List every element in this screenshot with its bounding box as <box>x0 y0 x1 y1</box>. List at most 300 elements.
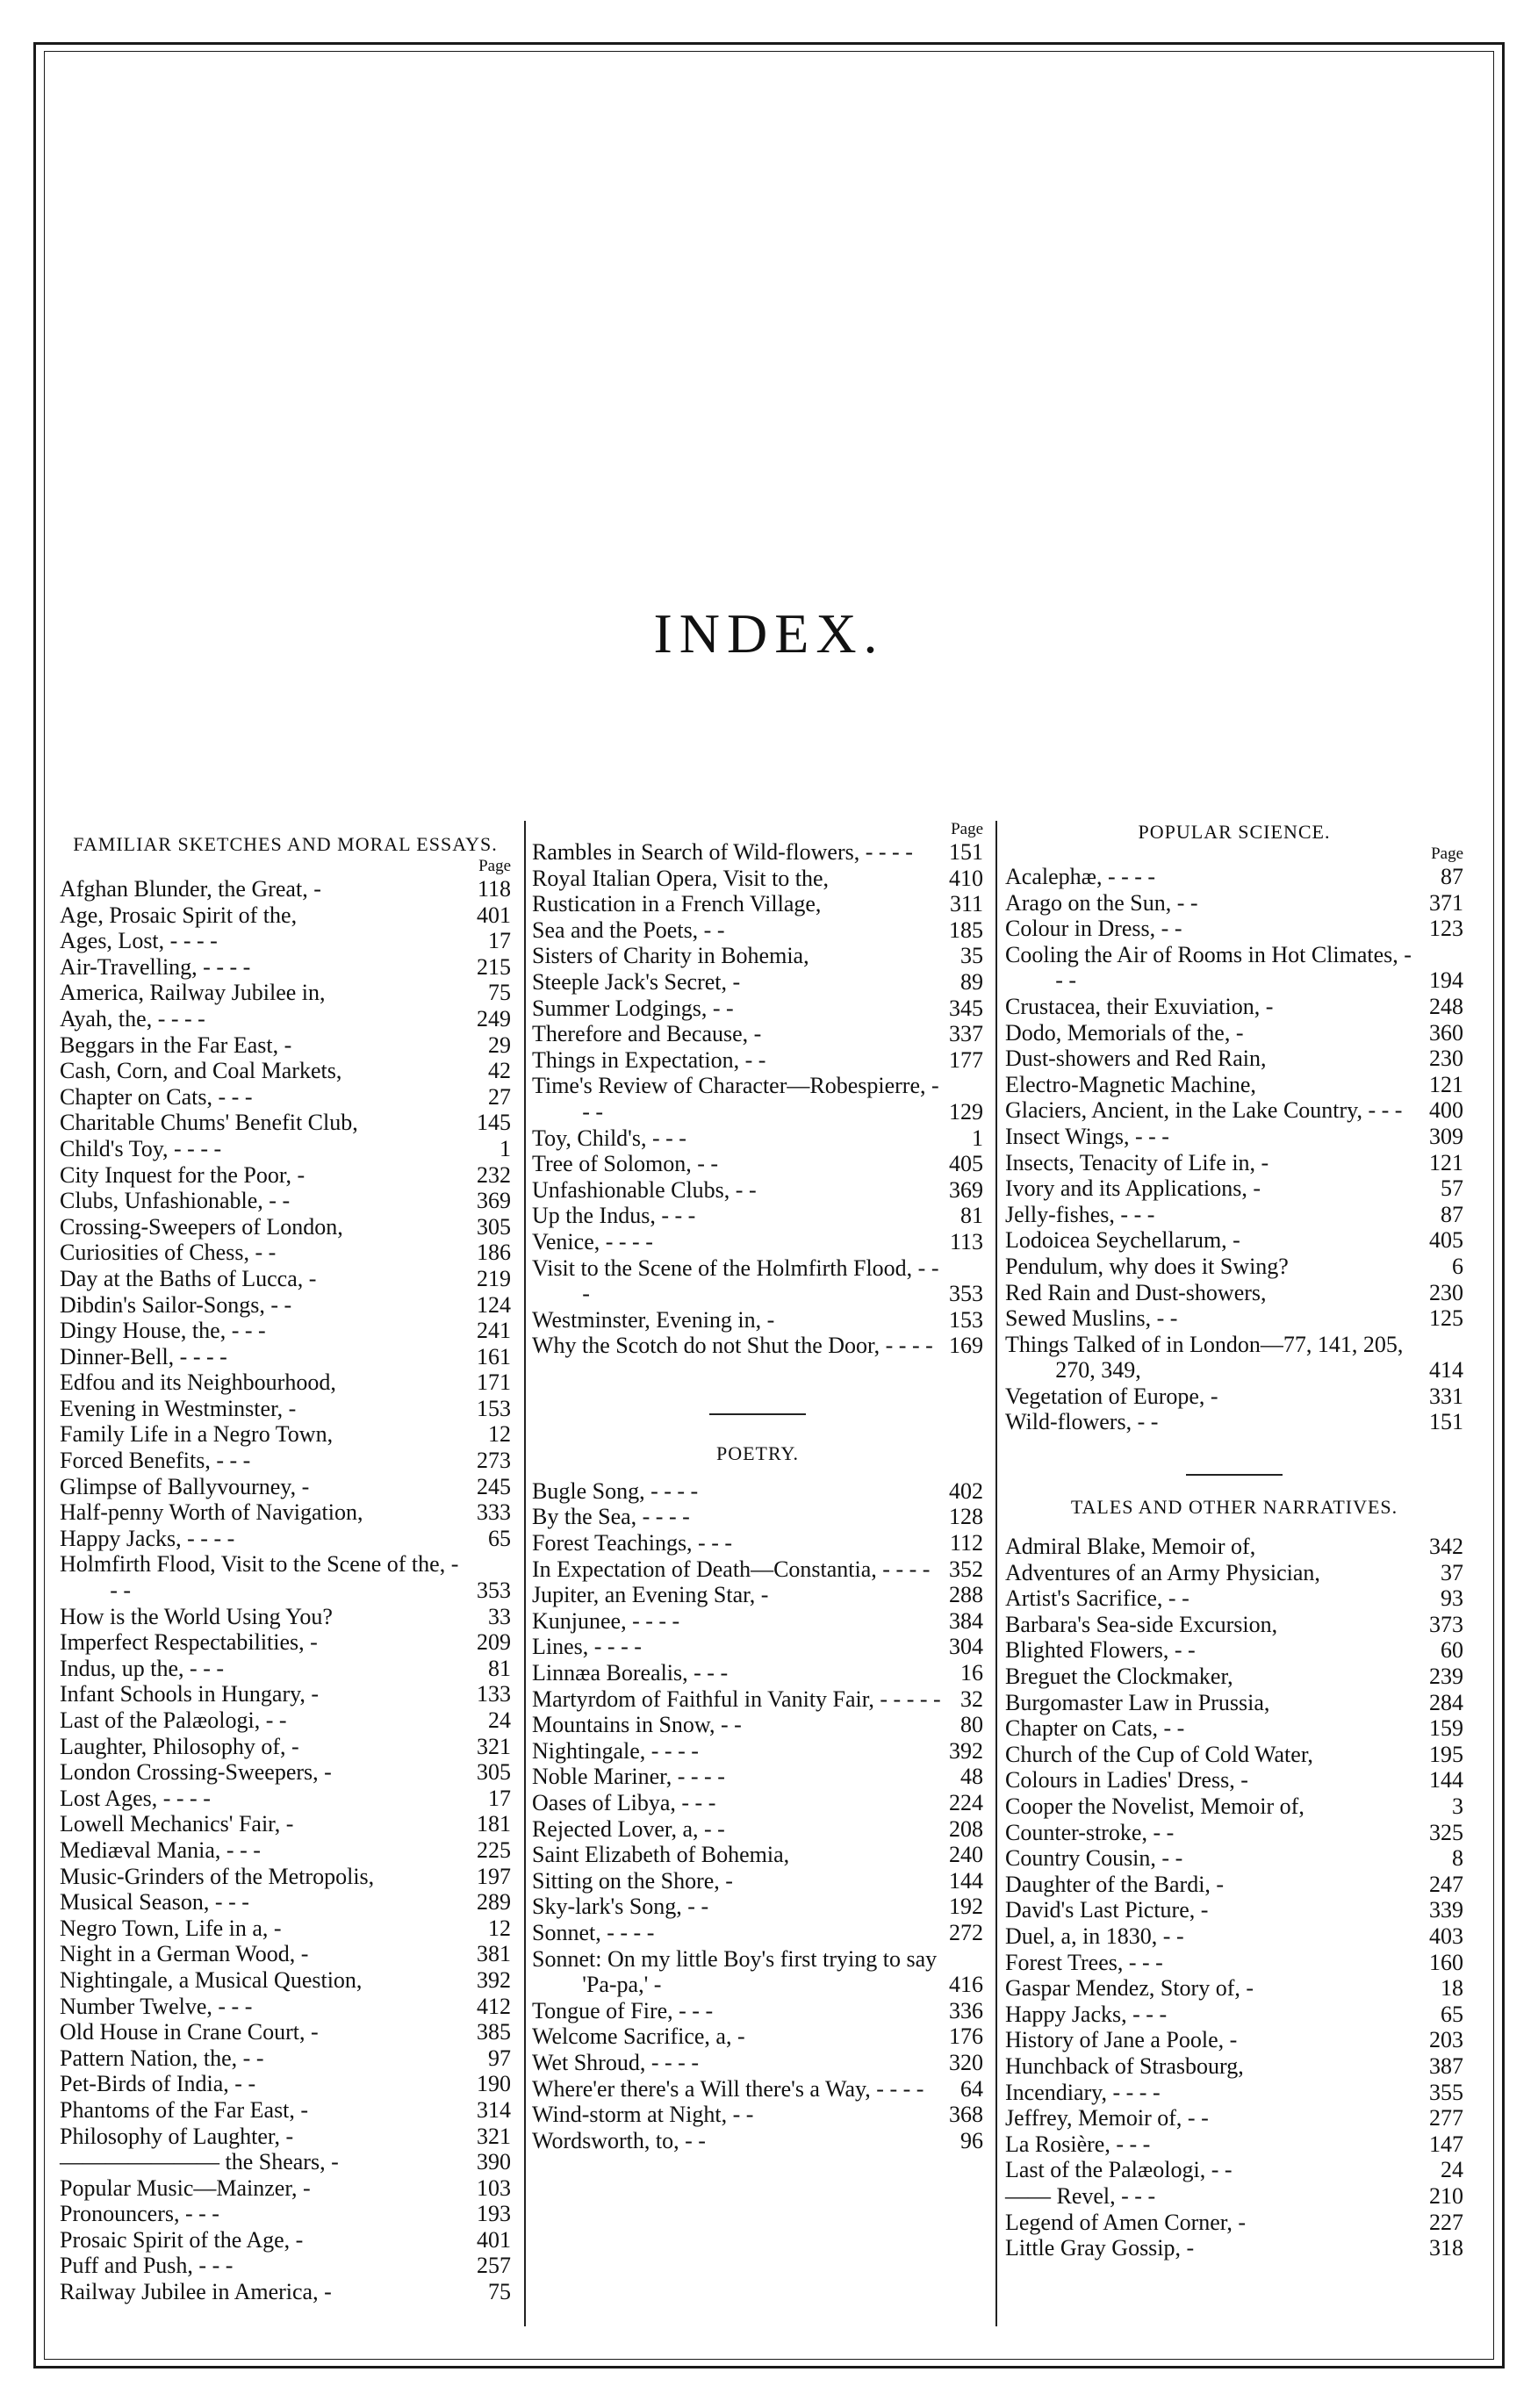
entry-page-number: 392 <box>949 1737 983 1764</box>
entry-page-number: 400 <box>1429 1097 1463 1124</box>
entry-page-number: 89 <box>960 968 983 995</box>
entry-page-number: 405 <box>949 1151 983 1177</box>
entry-title: Unfashionable Clubs, - - <box>532 1176 757 1203</box>
entry-title: Visit to the Scene of the Holmfirth Flood, - - - <box>532 1254 939 1307</box>
entry-page-number: 368 <box>949 2102 983 2128</box>
entry-page-number: 311 <box>949 891 983 917</box>
entry-page-number: 392 <box>477 1966 511 1993</box>
entry-title: Cooper the Novelist, Memoir of, <box>1005 1793 1304 1819</box>
entry-title: Musical Season, - - - <box>60 1889 249 1916</box>
entry-page-number: 321 <box>477 2123 511 2149</box>
entry-title: Blighted Flowers, - - <box>1005 1637 1196 1664</box>
entry-title: Oases of Libya, - - - <box>532 1790 716 1815</box>
entry-page-number: 35 <box>960 943 983 969</box>
index-entry <box>60 1994 511 2020</box>
entry-title: Afghan Blunder, the Great, - <box>60 876 321 902</box>
index-entry <box>60 902 511 929</box>
entry-page-number: 257 <box>477 2253 511 2279</box>
entry-title: Crossing-Sweepers of London, <box>60 1213 343 1240</box>
entry-page-number: 321 <box>477 1733 511 1759</box>
entry-page-number: 124 <box>477 1291 511 1318</box>
entry-page-number: 333 <box>477 1499 511 1526</box>
entry-title: Counter-stroke, - - <box>1005 1819 1175 1845</box>
entry-title: Nightingale, a Musical Question, <box>60 1966 363 1993</box>
entry-title: Last of the Palæologi, - - <box>60 1707 287 1733</box>
entry-title: Artist's Sacrifice, - - <box>1005 1585 1189 1612</box>
entry-page-number: 402 <box>949 1477 983 1504</box>
entry-title: Ivory and its Applications, - <box>1005 1175 1261 1202</box>
index-entry <box>60 1734 511 1760</box>
entry-title: Child's Toy, - - - - <box>60 1135 222 1161</box>
entry-title: Laughter, Philosophy of, - <box>60 1733 299 1759</box>
entry-title: Gaspar Mendez, Story of, - <box>1005 1975 1254 2002</box>
entry-page-number: 125 <box>1429 1305 1463 1332</box>
index-entry <box>532 1582 983 1608</box>
entry-page-number: 16 <box>960 1660 983 1686</box>
entry-title: Legend of Amen Corner, - <box>1005 2209 1247 2235</box>
index-entry <box>60 2201 511 2227</box>
entry-title: Acalephæ, - - - - <box>1005 864 1156 889</box>
entry-page-number: 353 <box>949 1281 983 1307</box>
entry-page-number: 405 <box>1429 1227 1463 1254</box>
entry-list-familiar-sketches-continued <box>532 839 983 1359</box>
section-heading-tales: TALES AND OTHER NARRATIVES. <box>1070 1496 1398 1519</box>
entry-page-number: 75 <box>488 980 511 1006</box>
entry-page-number: 305 <box>477 1213 511 1240</box>
entry-page-number: 371 <box>1429 889 1463 916</box>
entry-title: Martyrdom of Faithful in Vanity Fair, - - - - - <box>532 1686 941 1712</box>
entry-title: Insect Wings, - - - <box>1005 1123 1169 1149</box>
index-entry <box>532 1151 983 1177</box>
entry-page-number: 176 <box>949 2023 983 2050</box>
entry-page-number: 318 <box>1429 2235 1463 2261</box>
entry-page-number: 33 <box>488 1603 511 1629</box>
entry-page-number: 32 <box>960 1686 983 1712</box>
index-entry <box>1005 1150 1463 1176</box>
entry-title: ——————— the Shears, - <box>60 2149 339 2175</box>
index-entry <box>60 1032 511 1059</box>
index-entry <box>60 1864 511 1890</box>
entry-page-number: 121 <box>1429 1149 1463 1175</box>
entry-page-number: 288 <box>949 1582 983 1608</box>
entry-title: Railway Jubilee in America, - <box>60 2279 332 2305</box>
index-entry <box>532 1125 983 1152</box>
entry-page-number: 273 <box>477 1448 511 1474</box>
entry-title: Dust-showers and Red Rain, <box>1005 1046 1267 1072</box>
entry-page-number: 373 <box>1429 1611 1463 1637</box>
entry-page-number: 185 <box>949 916 983 943</box>
index-entry <box>532 891 983 917</box>
entry-title: How is the World Using You? <box>60 1603 333 1629</box>
page-title: INDEX. <box>653 602 885 665</box>
entry-page-number: 219 <box>477 1265 511 1291</box>
entry-title: Wet Shroud, - - - - <box>532 2049 699 2075</box>
index-entry <box>60 1421 511 1448</box>
entry-title: Nightingale, - - - - <box>532 1737 699 1764</box>
entry-title: Prosaic Spirit of the Age, - <box>60 2226 304 2253</box>
entry-page-number: 192 <box>949 1894 983 1920</box>
index-entry <box>60 1136 511 1162</box>
index-entry <box>1005 2027 1463 2053</box>
entry-page-number: 247 <box>1429 1871 1463 1897</box>
index-entry <box>60 1707 511 1734</box>
entry-title: Lodoicea Seychellarum, - <box>1005 1227 1240 1254</box>
index-entry <box>60 2071 511 2097</box>
entry-page-number: 314 <box>477 2096 511 2123</box>
entry-page-number: 159 <box>1429 1715 1463 1742</box>
index-entry <box>532 2050 983 2076</box>
entry-title: Pendulum, why does it Swing? <box>1005 1253 1289 1279</box>
entry-title: Indus, up the, - - - <box>60 1655 225 1681</box>
entry-title: Barbara's Sea-side Excursion, <box>1005 1611 1278 1637</box>
entry-title: Infant Schools in Hungary, - <box>60 1681 320 1707</box>
index-entry <box>532 996 983 1022</box>
entry-title: Vegetation of Europe, - <box>1005 1383 1218 1409</box>
entry-title: Air-Travelling, - - - - <box>60 953 251 980</box>
entry-title: Beggars in the Far East, - <box>60 1031 292 1058</box>
entry-page-number: 227 <box>1429 2209 1463 2235</box>
entry-page-number: 209 <box>477 1629 511 1656</box>
index-entry <box>1005 1820 1463 1846</box>
entry-title: Dingy House, the, - - - <box>60 1318 266 1344</box>
entry-title: Steeple Jack's Secret, - <box>532 968 741 995</box>
entry-page-number: 336 <box>949 1997 983 2023</box>
index-entry <box>532 2023 983 2050</box>
entry-page-number: 171 <box>477 1369 511 1396</box>
entry-title: Happy Jacks, - - - <box>1005 2001 1168 2027</box>
index-entry <box>60 1916 511 1942</box>
index-entry <box>1005 2105 1463 2131</box>
index-entry <box>1005 1202 1463 1228</box>
entry-title: Day at the Baths of Lucca, - <box>60 1265 317 1291</box>
index-entry <box>532 1229 983 1255</box>
entry-title: Ayah, the, - - - - <box>60 1005 205 1031</box>
entry-page-number: 29 <box>488 1031 511 1058</box>
index-entry <box>532 1634 983 1660</box>
entry-page-number: 169 <box>949 1333 983 1359</box>
entry-page-number: 412 <box>477 1993 511 2019</box>
entry-title: Sewed Muslins, - - <box>1005 1305 1178 1332</box>
entry-title: Royal Italian Opera, Visit to the, <box>532 865 830 891</box>
entry-page-number: 337 <box>949 1021 983 1047</box>
entry-page-number: 210 <box>1429 2182 1463 2209</box>
entry-title: Cash, Corn, and Coal Markets, <box>60 1058 342 1084</box>
entry-page-number: 177 <box>949 1046 983 1073</box>
index-entry <box>532 1021 983 1047</box>
index-entry <box>532 1920 983 1946</box>
index-entry <box>1005 1124 1463 1150</box>
entry-title: Chapter on Cats, - - <box>1005 1715 1185 1742</box>
entry-list-familiar-sketches <box>60 876 511 2305</box>
entry-title: Sisters of Charity in Bohemia, <box>532 943 809 969</box>
index-column-1 <box>60 816 511 2328</box>
entry-page-number: 224 <box>949 1790 983 1815</box>
index-entry <box>1005 1975 1463 2002</box>
entry-page-number: 60 <box>1441 1637 1463 1664</box>
entry-title: Mediæval Mania, - - - <box>60 1837 261 1863</box>
entry-page-number: 403 <box>1429 1923 1463 1949</box>
entry-title: Pet-Birds of India, - - <box>60 2071 256 2097</box>
entry-title: Burgomaster Law in Prussia, <box>1005 1689 1270 1715</box>
entry-page-number: 118 <box>477 876 511 902</box>
entry-page-number: 387 <box>1429 2052 1463 2079</box>
entry-title: Crustacea, their Exuviation, - <box>1005 993 1274 1019</box>
index-entry <box>1005 1742 1463 1768</box>
entry-page-number: 144 <box>1429 1767 1463 1793</box>
entry-page-number: 197 <box>477 1863 511 1889</box>
entry-title: Forced Benefits, - - - <box>60 1448 251 1474</box>
entry-page-number: 342 <box>1429 1534 1463 1560</box>
entry-title: Hunchback of Strasbourg, <box>1005 2052 1244 2079</box>
entry-page-number: 230 <box>1429 1046 1463 1072</box>
entry-title: Welcome Sacrifice, a, - <box>532 2023 745 2050</box>
entry-title: Forest Trees, - - - <box>1005 1949 1163 1975</box>
entry-page-number: 160 <box>1429 1949 1463 1975</box>
index-entry <box>1005 916 1463 942</box>
entry-page-number: 369 <box>477 1188 511 1214</box>
index-entry <box>1005 1072 1463 1098</box>
index-entry <box>1005 2157 1463 2183</box>
index-entry <box>532 1816 983 1843</box>
index-entry <box>532 1307 983 1333</box>
index-entry <box>60 1499 511 1526</box>
entry-title: Night in a German Wood, - <box>60 1941 309 1967</box>
index-entry <box>60 1786 511 1812</box>
entry-title: History of Jane a Poole, - <box>1005 2027 1238 2053</box>
index-entry <box>60 2227 511 2253</box>
index-entry <box>60 2097 511 2124</box>
index-entry <box>532 1203 983 1229</box>
entry-page-number: 355 <box>1429 2079 1463 2105</box>
entry-title: Sonnet, - - - - <box>532 1919 655 1945</box>
entry-page-number: 65 <box>488 1525 511 1551</box>
entry-page-number: 230 <box>1429 1279 1463 1305</box>
entry-page-number: 80 <box>960 1712 983 1738</box>
entry-page-number: 239 <box>1429 1664 1463 1690</box>
entry-title: In Expectation of Death—Constantia, - - - - <box>532 1556 931 1582</box>
index-entry <box>1005 1305 1463 1332</box>
index-entry <box>532 1047 983 1074</box>
entry-page-number: 133 <box>477 1681 511 1707</box>
index-entry <box>60 1240 511 1266</box>
entry-title: Westminster, Evening in, - <box>532 1306 775 1333</box>
entry-page-number: 17 <box>488 928 511 954</box>
entry-page-number: 249 <box>477 1005 511 1031</box>
entry-page-number: 64 <box>960 2075 983 2102</box>
entry-page-number: 203 <box>1429 2027 1463 2053</box>
entry-title: Rambles in Search of Wild-flowers, - - - - <box>532 839 913 865</box>
entry-page-number: 401 <box>477 2226 511 2253</box>
page-column-label: Page <box>1431 845 1463 863</box>
entry-title: Sky-lark's Song, - - <box>532 1894 709 1920</box>
index-entry <box>1005 1020 1463 1046</box>
entry-title: Lines, - - - - <box>532 1634 642 1660</box>
entry-page-number: 289 <box>477 1889 511 1916</box>
entry-page-number: 339 <box>1429 1897 1463 1923</box>
entry-page-number: 153 <box>477 1395 511 1421</box>
entry-page-number: 161 <box>477 1343 511 1369</box>
entry-list-poetry <box>532 1478 983 2153</box>
entry-title: Jeffrey, Memoir of, - - <box>1005 2105 1209 2131</box>
entry-page-number: 103 <box>477 2174 511 2201</box>
entry-page-number: 96 <box>960 2127 983 2153</box>
entry-page-number: 225 <box>477 1837 511 1863</box>
entry-page-number: 113 <box>949 1228 983 1254</box>
entry-page-number: 416 <box>949 1972 983 1998</box>
index-entry <box>60 1526 511 1552</box>
entry-title: Pronouncers, - - - <box>60 2201 219 2227</box>
entry-page-number: 37 <box>1441 1559 1463 1585</box>
entry-title: Glimpse of Ballyvourney, - <box>60 1473 310 1499</box>
entry-title: Venice, - - - - <box>532 1228 653 1254</box>
entry-title: Daughter of the Bardi, - <box>1005 1871 1225 1897</box>
entry-page-number: 123 <box>1429 916 1463 942</box>
index-entry <box>1005 1793 1463 1820</box>
entry-title: Negro Town, Life in a, - <box>60 1915 282 1941</box>
entry-page-number: 151 <box>949 839 983 865</box>
index-entry <box>60 1214 511 1240</box>
entry-title: Old House in Crane Court, - <box>60 2019 319 2045</box>
entry-title: Music-Grinders of the Metropolis, <box>60 1863 375 1889</box>
index-entry <box>1005 890 1463 916</box>
entry-page-number: 272 <box>949 1919 983 1945</box>
entry-title: Kunjunee, - - - - <box>532 1607 680 1634</box>
entry-title: Electro-Magnetic Machine, <box>1005 1071 1256 1097</box>
entry-title: Time's Review of Character—Robespierre, - - - <box>532 1073 939 1125</box>
index-column-3 <box>1005 816 1463 2328</box>
entry-title: Popular Music—Mainzer, - <box>60 2174 311 2201</box>
entry-page-number: 215 <box>477 953 511 980</box>
entry-page-number: 93 <box>1441 1585 1463 1612</box>
index-entry <box>60 1266 511 1292</box>
column-divider <box>995 821 997 2326</box>
entry-page-number: 145 <box>477 1110 511 1136</box>
index-entry <box>60 1474 511 1500</box>
section-heading-poetry: POETRY. <box>715 1441 799 1464</box>
entry-title: Noble Mariner, - - - - <box>532 1764 725 1790</box>
entry-title: Little Gray Gossip, - <box>1005 2235 1195 2261</box>
index-entry <box>1005 1175 1463 1202</box>
index-entry <box>532 2128 983 2154</box>
index-entry <box>60 1318 511 1344</box>
column-divider <box>524 821 526 2326</box>
index-entry <box>532 1738 983 1765</box>
entry-page-number: 309 <box>1429 1123 1463 1149</box>
index-entry <box>532 1556 983 1583</box>
index-entry <box>532 1764 983 1790</box>
entry-page-number: 232 <box>477 1161 511 1188</box>
entry-title: Colours in Ladies' Dress, - <box>1005 1767 1248 1793</box>
entry-list-popular-science <box>1005 864 1463 1435</box>
entry-title: David's Last Picture, - <box>1005 1897 1209 1923</box>
index-entry <box>1005 1845 1463 1872</box>
index-entry <box>1005 2131 1463 2158</box>
entry-page-number: 121 <box>1429 1071 1463 1097</box>
entry-page-number: 27 <box>488 1083 511 1110</box>
entry-page-number: 1 <box>499 1135 511 1161</box>
entry-page-number: 75 <box>488 2279 511 2305</box>
entry-title: Sitting on the Shore, - <box>532 1867 733 1894</box>
entry-title: Church of the Cup of Cold Water, <box>1005 1741 1313 1767</box>
entry-page-number: 331 <box>1429 1383 1463 1409</box>
entry-page-number: 17 <box>488 1785 511 1811</box>
index-entry <box>1005 1280 1463 1306</box>
index-entry <box>532 1504 983 1530</box>
entry-title: Edfou and its Neighbourhood, <box>60 1369 336 1396</box>
entry-page-number: 144 <box>949 1867 983 1894</box>
index-entry <box>532 1998 983 2024</box>
index-entry <box>1005 942 1463 994</box>
index-entry <box>60 2045 511 2072</box>
entry-page-number: 305 <box>477 1759 511 1786</box>
entry-page-number: 240 <box>949 1842 983 1868</box>
entry-page-number: 390 <box>477 2149 511 2175</box>
entry-title: Therefore and Because, - <box>532 1021 762 1047</box>
index-entry <box>1005 1612 1463 1638</box>
index-entry <box>60 2124 511 2150</box>
entry-title: Tongue of Fire, - - - <box>532 1997 714 2023</box>
index-entry <box>1005 864 1463 890</box>
entry-title: Wind-storm at Night, - - <box>532 2102 754 2128</box>
entry-title: Breguet the Clockmaker, <box>1005 1664 1233 1690</box>
index-entry <box>532 1686 983 1713</box>
entry-title: Bugle Song, - - - - <box>532 1477 699 1504</box>
entry-title: Age, Prosaic Spirit of the, <box>60 902 298 928</box>
entry-title: Summer Lodgings, - - <box>532 995 734 1021</box>
entry-title: Number Twelve, - - - <box>60 1993 253 2019</box>
entry-page-number: 360 <box>1429 1019 1463 1046</box>
entry-page-number: 369 <box>949 1176 983 1203</box>
entry-title: Forest Teachings, - - - <box>532 1530 733 1556</box>
entry-page-number: 48 <box>960 1764 983 1790</box>
index-entry <box>60 1448 511 1474</box>
index-entry <box>60 1551 511 1603</box>
index-entry <box>1005 1897 1463 1923</box>
index-entry <box>532 1660 983 1686</box>
index-entry <box>60 1837 511 1864</box>
index-entry <box>1005 1097 1463 1124</box>
index-entry <box>60 2253 511 2279</box>
entry-title: Up the Indus, - - - <box>532 1203 696 1229</box>
index-entry <box>60 1188 511 1214</box>
index-entry <box>532 1868 983 1894</box>
index-entry <box>60 2019 511 2045</box>
index-entry <box>1005 1560 1463 1586</box>
index-entry <box>60 954 511 981</box>
entry-page-number: 147 <box>1429 2131 1463 2157</box>
entry-page-number: 325 <box>1429 1819 1463 1845</box>
index-entry <box>1005 994 1463 1020</box>
entry-title: Why the Scotch do not Shut the Door, - - - - <box>532 1333 933 1359</box>
index-entry <box>1005 2002 1463 2028</box>
entry-title: Half-penny Worth of Navigation, <box>60 1499 363 1526</box>
entry-page-number: 208 <box>949 1815 983 1842</box>
index-entry <box>60 1811 511 1837</box>
index-entry <box>532 1530 983 1556</box>
entry-page-number: 195 <box>1429 1741 1463 1767</box>
entry-title: Toy, Child's, - - - <box>532 1125 686 1151</box>
entry-title: Sonnet: On my little Boy's first trying to say 'Pa-pa,' - <box>532 1945 938 1998</box>
entry-title: Rustication in a French Village, <box>532 891 822 917</box>
entry-title: Lowell Mechanics' Fair, - <box>60 1811 294 1837</box>
index-entry <box>1005 1384 1463 1410</box>
entry-title: By the Sea, - - - - <box>532 1504 690 1530</box>
entry-page-number: 186 <box>477 1240 511 1266</box>
entry-title: Things in Expectation, - - <box>532 1046 766 1073</box>
index-entry <box>532 917 983 944</box>
index-entry <box>532 2076 983 2103</box>
entry-title: Incendiary, - - - - <box>1005 2079 1161 2105</box>
